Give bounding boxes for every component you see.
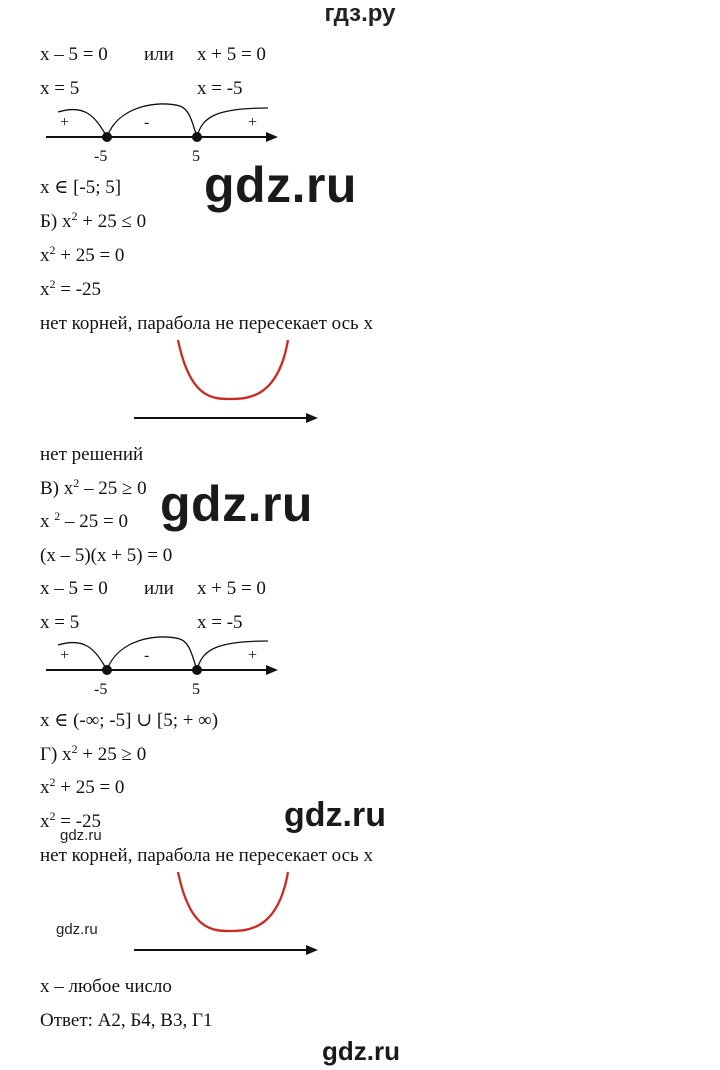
site-header: гдз.ру xyxy=(324,0,396,27)
watermark-logo: gdz.ru xyxy=(56,921,98,938)
root-left: x = 5 xyxy=(40,78,80,99)
watermark-logo: gdz.ru xyxy=(160,476,313,532)
text-part: x xyxy=(40,777,50,798)
sign-label: + xyxy=(60,647,70,664)
interval-answer: x ∈ [-5; 5] xyxy=(40,177,122,198)
no-roots-text: нет корней, парабола не пересекает ось x xyxy=(40,313,373,334)
inequality-line xyxy=(40,211,146,234)
sign-label: + xyxy=(248,114,258,131)
text-part: = -25 xyxy=(55,279,102,300)
equation-line xyxy=(40,279,101,302)
point-marker xyxy=(192,665,202,675)
root-left: x = 5 xyxy=(40,612,80,633)
parabola-diagram xyxy=(130,868,330,958)
any-number-text: x – любое число xyxy=(40,976,172,997)
equation-row xyxy=(40,578,266,600)
equation-line xyxy=(40,511,128,534)
tick-label: -5 xyxy=(94,681,108,698)
tick-label: 5 xyxy=(192,148,200,165)
point-marker xyxy=(102,132,112,142)
exponent: 2 xyxy=(49,809,56,823)
no-solutions-text: нет решений xyxy=(40,444,144,465)
or-word: или xyxy=(144,578,174,599)
text-part: Г) x xyxy=(40,744,72,765)
watermark-logo: gdz.ru xyxy=(60,827,102,844)
text-part: Б) x xyxy=(40,211,72,232)
parabola-curve xyxy=(178,340,288,399)
text-part: – 25 ≥ 0 xyxy=(79,478,147,499)
equation-left: x – 5 = 0 xyxy=(40,578,108,599)
interval-answer: x ∈ (-∞; -5] ∪ [5; + ∞) xyxy=(40,710,219,731)
equation-row xyxy=(40,44,266,66)
text-part: = -25 xyxy=(55,811,102,832)
axis-arrow-icon xyxy=(306,945,318,955)
text-part: x xyxy=(40,279,50,300)
parabola-diagram xyxy=(130,336,330,426)
watermark-logo: gdz.ru xyxy=(204,157,357,213)
sign-label: - xyxy=(144,647,150,664)
or-word: или xyxy=(144,44,174,65)
equation-left: x – 5 = 0 xyxy=(40,44,108,65)
axis-arrow-icon xyxy=(266,665,278,675)
inequality-line xyxy=(40,744,146,767)
exponent: 2 xyxy=(71,209,78,223)
number-line-diagram xyxy=(40,633,280,699)
text-part: – 25 = 0 xyxy=(60,511,128,532)
tick-label: 5 xyxy=(192,681,200,698)
text-part: x xyxy=(40,511,55,532)
sign-label: + xyxy=(248,647,258,664)
factored-equation: (x – 5)(x + 5) = 0 xyxy=(40,545,173,566)
final-answer: Ответ: А2, Б4, В3, Г1 xyxy=(40,1010,213,1031)
point-marker xyxy=(192,132,202,142)
roots-row xyxy=(40,612,243,634)
text-part: + 25 ≤ 0 xyxy=(77,211,147,232)
equation-line xyxy=(40,777,124,800)
equation-right: x + 5 = 0 xyxy=(197,578,266,599)
exponent: 2 xyxy=(73,476,80,490)
text-part: + 25 = 0 xyxy=(55,777,125,798)
sign-label: - xyxy=(144,114,150,131)
equation-right: x + 5 = 0 xyxy=(197,44,266,65)
roots-row xyxy=(40,78,243,100)
text-part: В) x xyxy=(40,478,74,499)
axis-arrow-icon xyxy=(266,132,278,142)
exponent: 2 xyxy=(54,509,61,523)
tick-label: -5 xyxy=(94,148,108,165)
equation-line xyxy=(40,245,124,268)
inequality-line xyxy=(40,478,147,501)
exponent: 2 xyxy=(49,243,56,257)
watermark-logo: gdz.ru xyxy=(322,1036,400,1066)
point-marker xyxy=(102,665,112,675)
axis-arrow-icon xyxy=(306,413,318,423)
root-right: x = -5 xyxy=(197,78,243,99)
text-part: x xyxy=(40,245,50,266)
sign-label: + xyxy=(60,114,70,131)
exponent: 2 xyxy=(71,742,78,756)
text-part: + 25 ≥ 0 xyxy=(77,744,147,765)
no-roots-text: нет корней, парабола не пересекает ось x xyxy=(40,845,373,866)
exponent: 2 xyxy=(49,775,56,789)
sign-curve xyxy=(58,637,268,670)
text-part: + 25 = 0 xyxy=(55,245,125,266)
text-part: x xyxy=(40,811,50,832)
parabola-curve xyxy=(178,872,288,931)
exponent: 2 xyxy=(49,277,56,291)
root-right: x = -5 xyxy=(197,612,243,633)
watermark-logo: gdz.ru xyxy=(284,796,386,834)
sign-curve xyxy=(58,104,268,137)
